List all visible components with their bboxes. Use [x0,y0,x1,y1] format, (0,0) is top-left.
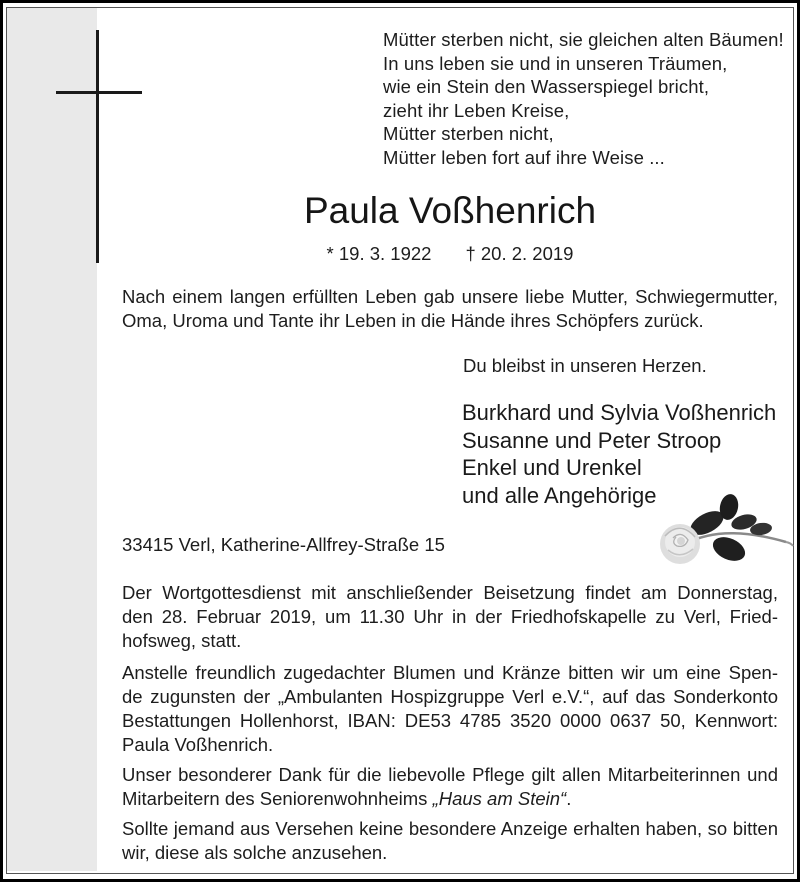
donation-line: Bestattungen Hollenhorst, IBAN: DE53 4785 3520 0000 0637 50, Kennwort: [122,710,778,731]
service-line: den 28. Februar 2019, um 11.30 Uhr in der Friedhofskapelle zu Verl, Fried- [122,606,778,627]
family-name-line: Susanne und Peter Stroop [462,427,722,453]
nursing-home-name: „Haus am Stein“ [432,788,567,809]
address-line: 33415 Verl, Katherine-Allfrey-Straße 15 [122,534,445,555]
death-date: † 20. 2. 2019 [465,243,574,264]
intro-line: Nach einem langen erfüllten Leben gab unsere liebe Mutter, Schwiegermutter, [122,286,778,307]
donation-line: Anstelle freundlich zugedachter Blumen und Kränze bitten wir um eine Spen- [122,662,778,683]
white-rose-image [655,492,795,574]
notice-line: wir, diese als solche anzusehen. [122,842,388,863]
life-dates [122,243,778,265]
tribute-line: Du bleibst in unseren Herzen. [463,355,707,376]
service-paragraph [122,581,778,653]
family-name-line: Burkhard und Sylvia Voßhenrich [462,400,777,425]
birth-date: * 19. 3. 1922 [326,243,432,264]
deceased-name: Paula Voßhenrich [303,190,597,231]
thanks-paragraph [122,763,778,811]
donation-line: de zugunsten der „Ambulanten Hospizgruppe Verl e.V.“, auf das Sonderkonto [122,686,778,707]
thanks-line [122,787,778,811]
thanks-line-text: Mitarbeitern des Seniorenwohnheims [122,788,433,809]
service-line: hofsweg, statt. [122,630,242,651]
donation-paragraph [122,661,778,757]
cross-vertical-bar [96,30,99,263]
poem-line: zieht ihr Leben Kreise, [383,99,570,121]
cross-horizontal-bar [56,91,142,94]
poem-line: wie ein Stein den Wasserspiegel bricht, [383,76,710,97]
notice-line: Sollte jemand aus Versehen keine besondere Anzeige erhalten haben, so bitten [122,818,778,839]
intro-paragraph [122,285,778,333]
poem-line: In uns leben sie und in unseren Träumen, [383,52,728,74]
poem-line: Mütter sterben nicht, [383,123,554,144]
memorial-poem [383,28,788,169]
family-name-line: und alle Angehörige [462,482,657,508]
service-line: Der Wortgottesdienst mit anschließender Beisetzung findet am Donnerstag, [122,582,778,603]
donation-line: Paula Voßhenrich. [122,734,274,755]
poem-line: Mütter leben fort auf ihre Weise ... [383,146,665,168]
thanks-line: Unser besonderer Dank für die liebevolle Pflege gilt allen Mitarbeiterinnen und [122,764,778,785]
family-name-line: Enkel und Urenkel [462,455,642,480]
gray-side-panel [7,8,97,871]
thanks-line-text: . [566,788,572,809]
notice-paragraph [122,817,778,865]
poem-line: Mütter sterben nicht, sie gleichen alten Bäumen! [383,29,784,50]
intro-line: Oma, Uroma und Tante ihr Leben in die Hände ihres Schöpfers zurück. [122,310,704,331]
